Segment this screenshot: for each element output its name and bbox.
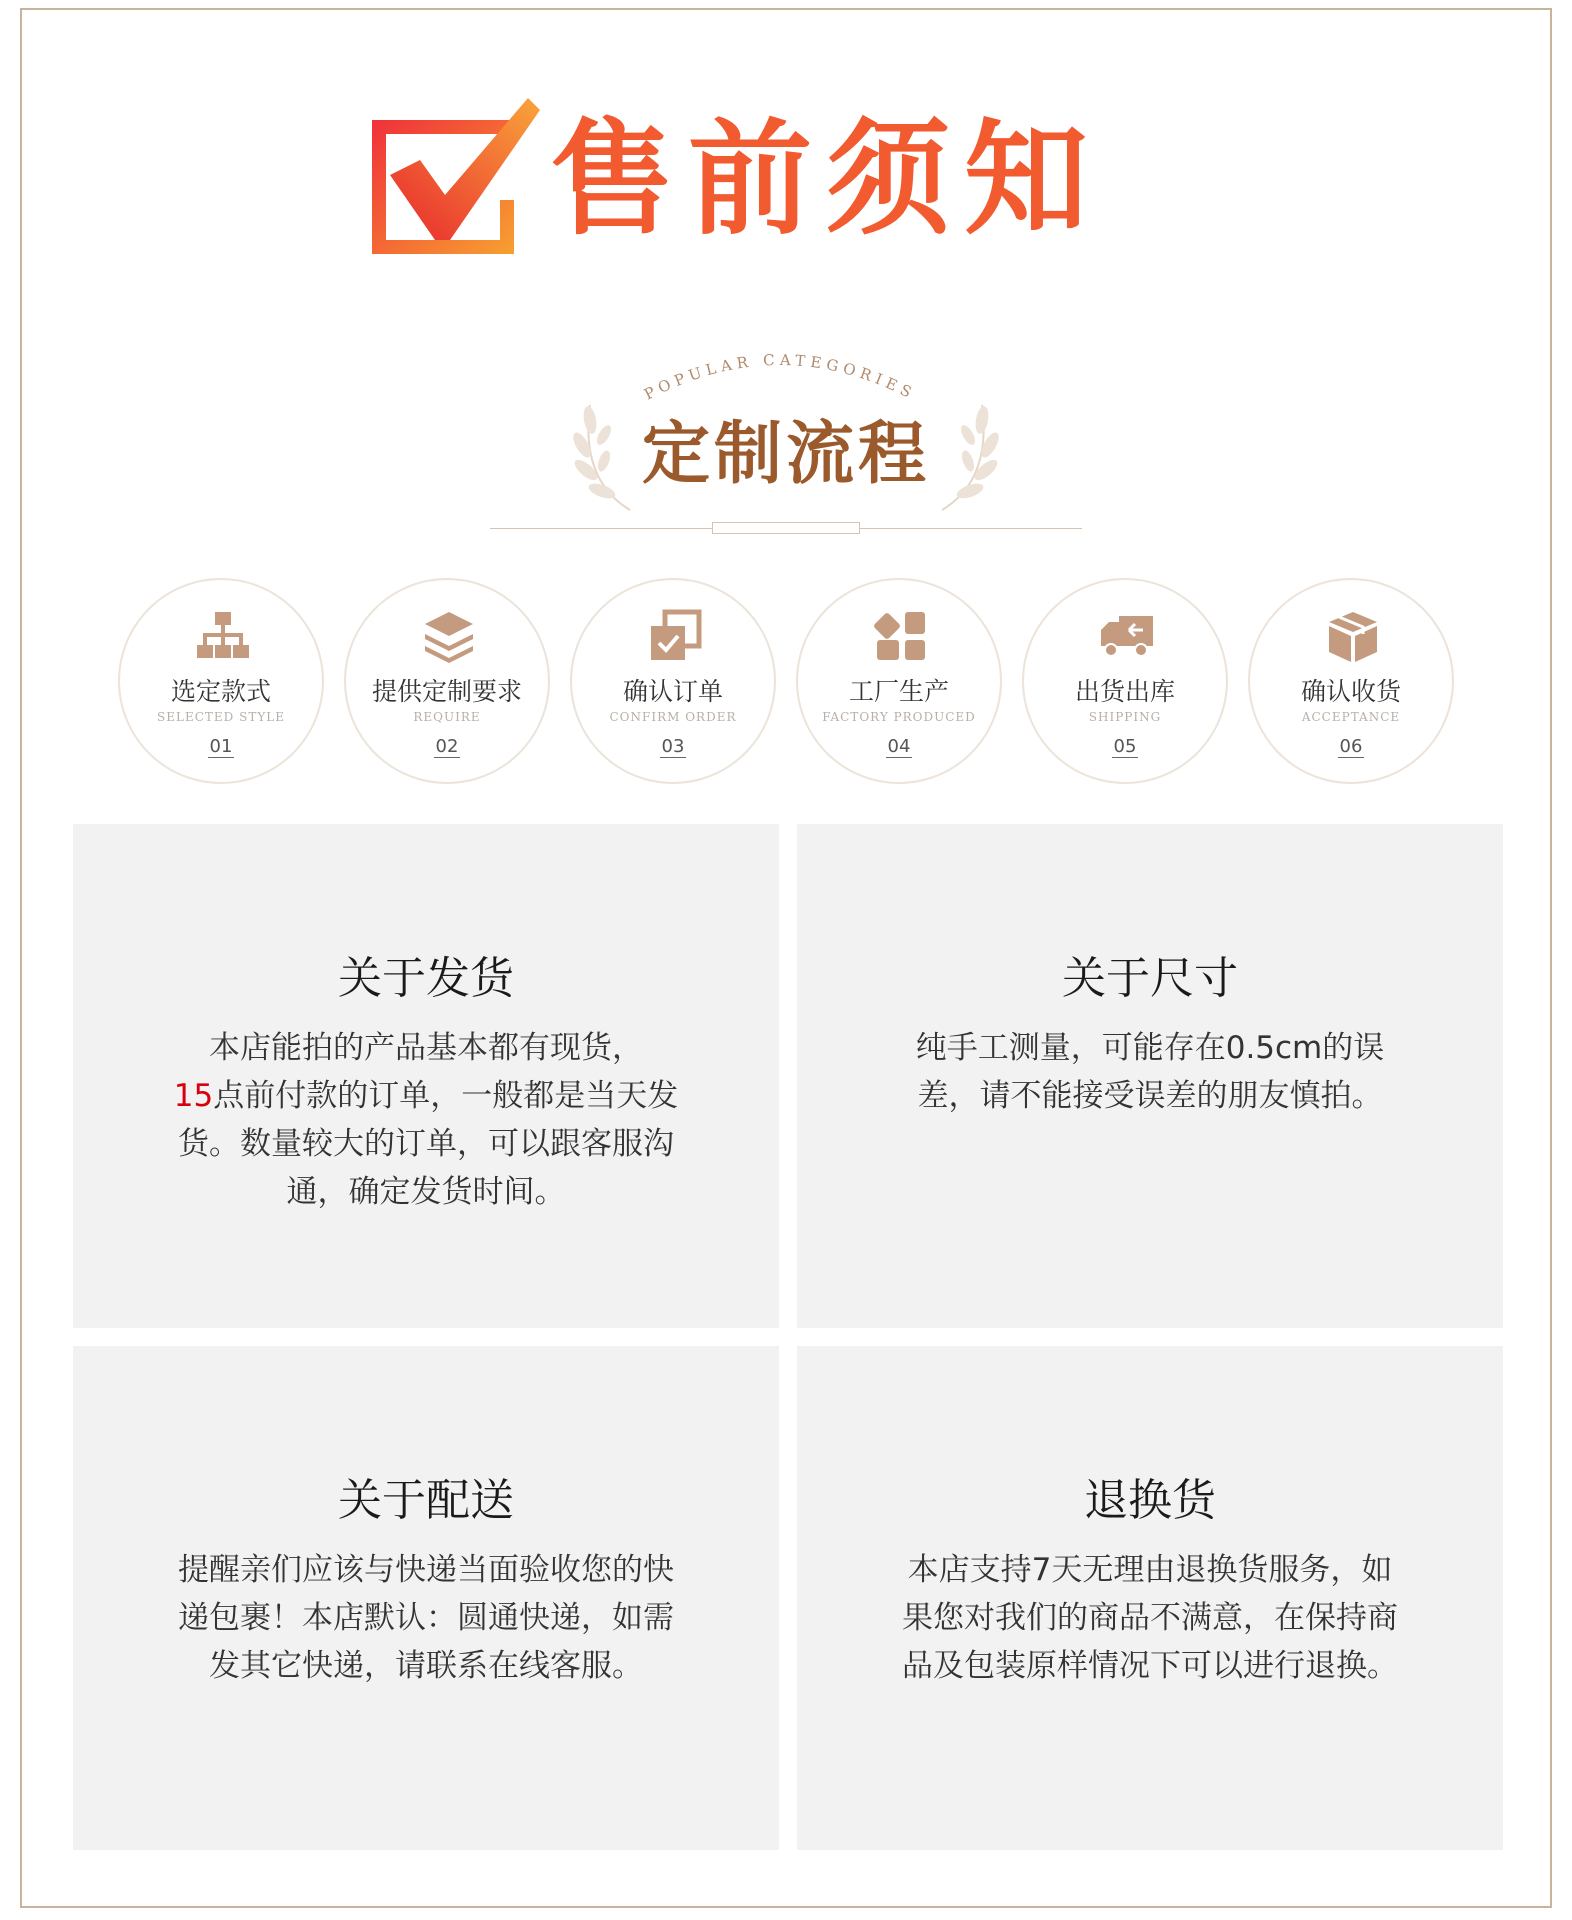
presale-notice-header (360, 90, 1180, 270)
svg-text:POPULAR CATEGORIES (641, 351, 919, 404)
card-body: 本店支持7天无理由退换货服务，如果您对我们的商品不满意，在保持商品及包装原样情况下可以进行退换。 (902, 1552, 1398, 1684)
step-name: 出货出库 (1074, 677, 1175, 706)
card-title: 关于尺寸 (1062, 953, 1238, 1004)
step-number: 05 (1113, 736, 1137, 757)
highlight-time: 15 (173, 1078, 214, 1114)
step-confirm-order (570, 578, 776, 784)
step-number: 02 (435, 736, 459, 757)
copy-check-icon (647, 608, 703, 664)
card-size (797, 824, 1503, 1328)
step-selected-style (118, 578, 324, 784)
process-title: 定制流程 (641, 414, 930, 494)
step-en: SHIPPING (1088, 710, 1162, 724)
grid-blocks-icon (873, 608, 929, 664)
card-body: 本店能拍的产品基本都有现货， 15点前付款的订单，一般都是当天发货。数量较大的订单，可以跟客服沟通，确定发货时间。 (173, 1030, 679, 1210)
org-chart-icon (195, 608, 251, 664)
section-divider (490, 522, 1082, 536)
step-number: 03 (661, 736, 685, 757)
step-factory-produced (796, 578, 1002, 784)
step-acceptance (1248, 578, 1454, 784)
step-name: 确认收货 (1300, 677, 1401, 706)
arc-subtitle-text: POPULAR CATEGORIES (641, 350, 919, 404)
process-steps (118, 578, 1458, 788)
card-shipping (73, 824, 779, 1328)
card-delivery (73, 1346, 779, 1850)
card-body: 纯手工测量，可能存在0.5cm的误差，请不能接受误差的朋友慎拍。 (915, 1030, 1385, 1114)
page-title: 售前须知 (550, 108, 1103, 252)
card-title: 关于发货 (338, 953, 514, 1004)
step-shipping (1022, 578, 1228, 784)
step-en: SELECTED STYLE (157, 710, 285, 724)
card-returns (797, 1346, 1503, 1850)
step-en: CONFIRM ORDER (609, 710, 737, 724)
box-icon (1325, 608, 1381, 664)
step-number: 01 (209, 736, 233, 757)
step-name: 提供定制要求 (371, 677, 522, 706)
step-name: 确认订单 (622, 677, 723, 706)
layers-icon (421, 608, 477, 664)
step-en: FACTORY PRODUCED (822, 710, 976, 724)
step-require (344, 578, 550, 784)
checkmark-box-icon (360, 90, 550, 270)
step-en: REQUIRE (413, 710, 481, 724)
step-number: 06 (1339, 736, 1363, 757)
delivery-truck-icon (1099, 608, 1155, 664)
card-body: 提醒亲们应该与快递当面验收您的快递包裹！本店默认：圆通快递，如需发其它快递，请联系在线客服。 (178, 1552, 674, 1684)
step-number: 04 (887, 736, 911, 757)
card-title: 退换货 (1084, 1475, 1216, 1526)
step-en: ACCEPTANCE (1301, 710, 1401, 724)
card-title: 关于配送 (338, 1475, 514, 1526)
step-name: 工厂生产 (848, 677, 949, 706)
step-name: 选定款式 (170, 677, 271, 706)
